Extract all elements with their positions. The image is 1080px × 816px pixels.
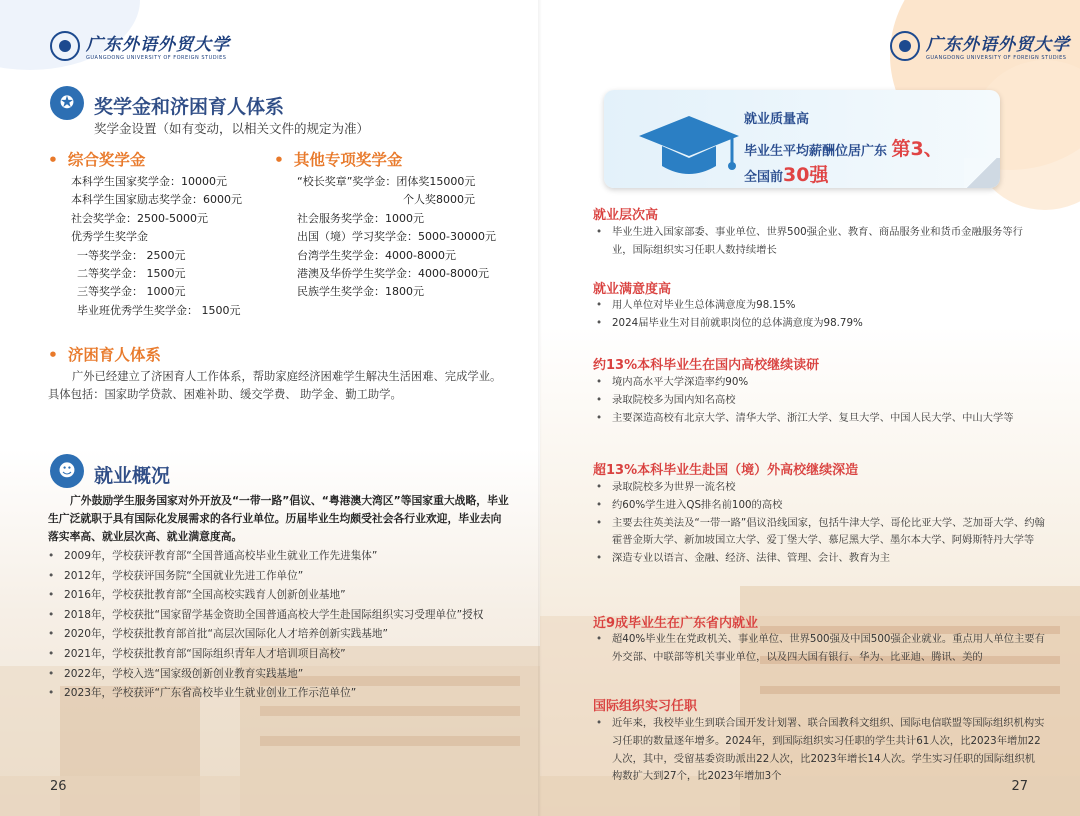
section-list-intl-org xyxy=(593,715,1045,786)
section-title-level: 就业层次高 xyxy=(593,208,659,223)
list-item: • 深造专业以语言、金融、经济、法律、管理、会计、教育为主 xyxy=(593,550,1045,568)
section-title-overseas-study: 超13%本科毕业生赴国（境）外高校继续深造 xyxy=(593,463,859,478)
page-number-right: 27 xyxy=(1011,779,1028,794)
section-title-guangdong: 近9成毕业生在广东省内就业 xyxy=(593,616,759,631)
medal-icon: ✪ xyxy=(50,86,84,120)
list-item: • 2012年，学校获评国务院“全国就业先进工作单位” xyxy=(48,567,483,587)
quality-rank-line: 全国前30强 xyxy=(744,164,829,186)
comprehensive-list xyxy=(71,173,242,320)
quality-salary-line: 毕业生平均薪酬位居广东 第3、 xyxy=(744,138,943,160)
section-title-satisfaction: 就业满意度高 xyxy=(593,282,672,297)
logo-subtitle: GUANGDONG UNIVERSITY OF FOREIGN STUDIES xyxy=(926,55,1067,61)
list-item: • 2023年，学校获评“广东省高校毕业生就业创业工作示范单位” xyxy=(48,684,483,704)
list-item: • 境内高水平大学深造率约90% xyxy=(593,374,1053,392)
graduate-icon: ☻ xyxy=(50,454,84,488)
list-item: • 超40%毕业生在党政机关、事业单位、世界500强及中国500强企业就业。重点用人单位主要有外交部、中联部等机关事业单位，以及四大国有银行、华为、比亚迪、腾讯、美的 xyxy=(593,631,1045,667)
list-item: “校长奖章”奖学金：团体奖15000元 xyxy=(297,175,476,188)
list-item: 本科学生国家励志奖学金：6000元 xyxy=(71,193,242,207)
list-item: 民族学生奖学金：1800元 xyxy=(297,285,424,299)
list-item: 社会奖学金：2500-5000元 xyxy=(71,211,208,225)
list-item: • 用人单位对毕业生总体满意度为98.15% xyxy=(593,297,1043,315)
list-item: 一等奖学金： 2500元 xyxy=(77,248,186,262)
other-scholarship-title: • 其他专项奖学金 xyxy=(274,151,403,169)
list-item: 社会服务奖学金：1000元 xyxy=(297,211,424,225)
logo-name: 广东外语外贸大学 xyxy=(86,35,230,55)
page-number-left: 26 xyxy=(50,779,67,794)
section-list-overseas-study xyxy=(593,479,1045,568)
page-curl xyxy=(964,158,1000,188)
list-item: • 2016年，学校获批教育部“全国高校实践育人创新创业基地” xyxy=(48,586,483,606)
list-item: 优秀学生奖学金 xyxy=(71,230,148,244)
list-item: 个人奖8000元 xyxy=(403,193,475,207)
list-item: • 近年来，我校毕业生到联合国开发计划署、联合国教科文组织、国际电信联盟等国际组织机构实习任职的数量逐年增多。2024年，到国际组织实习任职的学生共计61人次，比2023年增加22人次，其中，受留基委资助派出22人次，比2023年增长14人次。学生实习任职的国际组织机构数扩大到27个，比2023年增加3个 xyxy=(593,715,1045,786)
list-item: • 2022年，学校入选“国家级创新创业教育实践基地” xyxy=(48,665,483,685)
university-logo xyxy=(50,30,230,61)
list-item: 台湾学生奖学金：4000-8000元 xyxy=(297,248,456,262)
scholarship-title: 奖学金和济困育人体系 xyxy=(94,96,285,118)
quality-title: 就业质量高 xyxy=(744,112,810,127)
section-list-level xyxy=(593,224,1043,260)
list-item: • 录取院校多为世界一流名校 xyxy=(593,479,1045,497)
section-list-guangdong xyxy=(593,631,1045,667)
list-item: • 主要去往英美法及“一带一路”倡议沿线国家，包括牛津大学、哥伦比亚大学、芝加哥大学、约翰霍普金斯大学、新加坡国立大学、爱丁堡大学、慕尼黑大学、墨尔本大学、阿姆斯特丹大学等 xyxy=(593,515,1045,551)
list-item: 出国（境）学习奖学金：5000-30000元 xyxy=(297,230,496,244)
employment-title: 就业概况 xyxy=(94,465,171,487)
list-item: • 主要深造高校有北京大学、清华大学、浙江大学、复旦大学、中国人民大学、中山大学等 xyxy=(593,410,1053,428)
list-item: • 2021年，学校获批教育部“国际组织青年人才培训项目高校” xyxy=(48,645,483,665)
section-title-domestic-study: 约13%本科毕业生在国内高校继续读研 xyxy=(593,358,820,373)
section-title-intl-org: 国际组织实习任职 xyxy=(593,699,698,714)
list-item: • 毕业生进入国家部委、事业单位、世界500强企业、教育、商品服务业和货币金融服务等行业，国际组织实习任职人数持续增长 xyxy=(593,224,1043,260)
list-item: 三等奖学金： 1000元 xyxy=(77,285,186,299)
list-item: 毕业班优秀学生奖学金： 1500元 xyxy=(77,303,241,317)
comprehensive-title: • 综合奖学金 xyxy=(48,151,146,169)
logo-name: 广东外语外贸大学 xyxy=(926,35,1070,55)
section-list-satisfaction xyxy=(593,297,1043,333)
employment-intro: 广外鼓励学生服务国家对外开放及“一带一路”倡议、“粤港澳大湾区”等国家重大战略，毕业生广泛就职于具有国际化发展需求的各行业单位。历届毕业生均颇受社会各行业欢迎，毕业去向落实率高、就业层次高、就业满意度高。 xyxy=(48,494,509,543)
graduation-cap-icon xyxy=(634,98,744,186)
list-item: • 2020年，学校获批教育部首批“高层次国际化人才培养创新实践基地” xyxy=(48,625,483,645)
list-item: 二等奖学金： 1500元 xyxy=(77,267,186,281)
list-item: 港澳及华侨学生奖学金：4000-8000元 xyxy=(297,267,489,281)
university-seal-icon xyxy=(890,31,920,61)
section-list-domestic-study xyxy=(593,374,1053,427)
scholarship-subtitle: 奖学金设置（如有变动，以相关文件的规定为准） xyxy=(94,121,370,136)
list-item: • 2018年，学校获批“国家留学基金资助全国普通高校大学生赴国际组织实习受理单位”授权 xyxy=(48,606,483,626)
aid-title: • 济困育人体系 xyxy=(48,346,161,364)
list-item: • 2009年，学校获评教育部“全国普通高校毕业生就业工作先进集体” xyxy=(48,547,483,567)
awards-list xyxy=(48,547,483,704)
list-item: • 约60%学生进入QS排名前100的高校 xyxy=(593,497,1045,515)
logo-subtitle: GUANGDONG UNIVERSITY OF FOREIGN STUDIES xyxy=(86,55,227,61)
list-item: • 录取院校多为国内知名高校 xyxy=(593,392,1053,410)
list-item: • 2024届毕业生对目前就职岗位的总体满意度为98.79% xyxy=(593,315,1043,333)
quality-card xyxy=(604,90,1000,188)
university-seal-icon xyxy=(50,31,80,61)
other-scholarship-list xyxy=(297,173,496,302)
aid-text: 广外已经建立了济困育人工作体系，帮助家庭经济困难学生解决生活困难、完成学业。具体包括：国家助学贷款、困难补助、缓交学费、 助学金、勤工助学。 xyxy=(48,370,502,401)
list-item: 本科学生国家奖学金：10000元 xyxy=(71,175,227,188)
university-logo xyxy=(890,30,1070,61)
book-spine xyxy=(538,0,542,816)
